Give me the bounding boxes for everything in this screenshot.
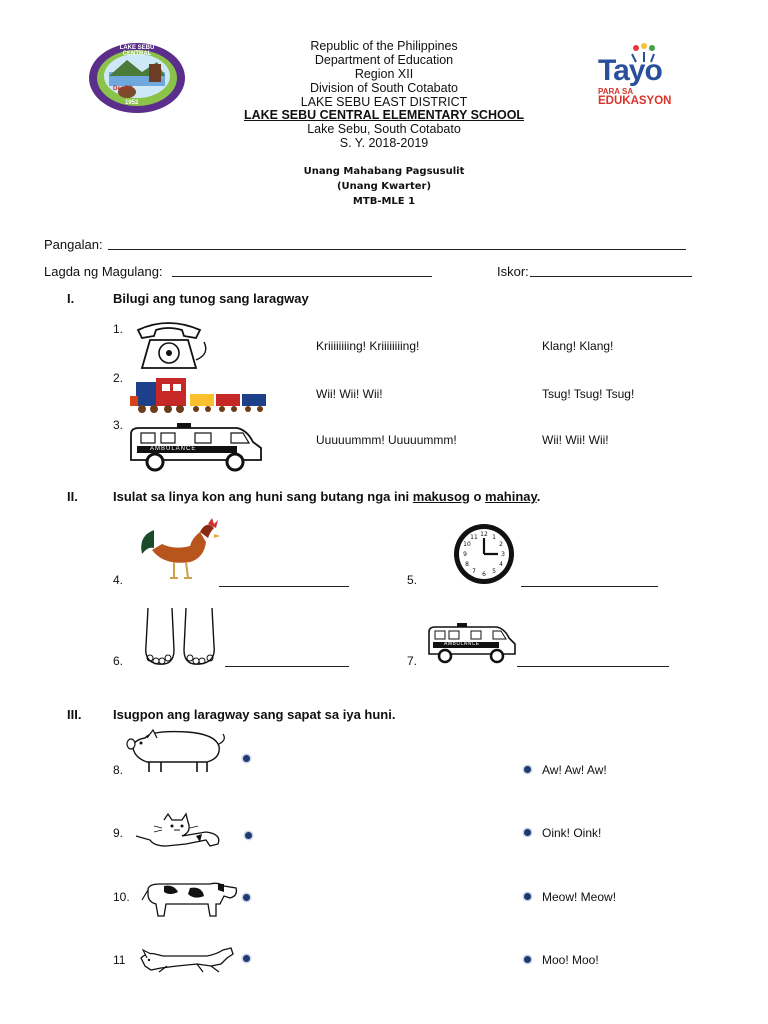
header-location: Lake Sebu, South Cotabato: [307, 122, 461, 136]
parent-signature-line[interactable]: [172, 276, 432, 277]
svg-text:3: 3: [501, 551, 505, 558]
svg-text:6: 6: [482, 571, 486, 578]
item3-number: 3.: [113, 418, 124, 432]
cat-picture: [126, 812, 226, 852]
feet-picture: [140, 606, 220, 668]
item10-right-dot[interactable]: [524, 893, 531, 900]
svg-text:11: 11: [470, 534, 478, 541]
clock-picture: [452, 522, 516, 586]
section2-title: [113, 489, 540, 504]
rooster-picture: [134, 520, 220, 582]
item8-left-dot[interactable]: [243, 755, 250, 762]
section2-numeral: II.: [67, 489, 78, 504]
svg-text:12: 12: [480, 531, 488, 538]
header-school-year: S. Y. 2018-2019: [339, 136, 429, 150]
item1-number: 1.: [113, 322, 124, 336]
header-district: LAKE SEBU EAST DISTRICT: [300, 95, 468, 109]
item10-left-dot[interactable]: [243, 894, 250, 901]
item11-right-dot[interactable]: [524, 956, 531, 963]
item1-right-option[interactable]: Klang! Klang!: [542, 339, 614, 353]
pig-picture: [127, 728, 227, 774]
svg-text:9: 9: [463, 551, 467, 558]
item3-left-option[interactable]: Uuuuummm! Uuuuummm!: [316, 433, 457, 447]
item3-right-option[interactable]: Wii! Wii! Wii!: [542, 433, 609, 447]
seal-top-text: LAKE SEBU CENTRAL: [119, 45, 155, 57]
section2-title-part-a: Isulat sa linya kon ang huni sang butang nga ini: [113, 489, 413, 504]
item2-number: 2.: [113, 371, 124, 385]
svg-text:4: 4: [499, 561, 503, 568]
section1-title: Bilugi ang tunog sang laragway: [113, 291, 309, 306]
section2-title-part-c: .: [536, 489, 541, 504]
item10-sound-option: Meow! Meow!: [542, 890, 617, 904]
item7-answer-line[interactable]: [517, 666, 669, 667]
svg-text:2: 2: [499, 541, 503, 548]
dog-picture: [137, 944, 237, 974]
item2-right-option[interactable]: Tsug! Tsug! Tsug!: [542, 387, 635, 401]
item6-number: 6.: [113, 654, 124, 668]
tayo-sub2: EDUKASYON: [598, 95, 672, 107]
item8-sound-option: Aw! Aw! Aw!: [542, 763, 607, 777]
item7-ambulance-label: AMBULANCE: [444, 641, 480, 647]
name-label: Pangalan:: [44, 237, 103, 252]
item9-right-dot[interactable]: [524, 829, 531, 836]
section3-numeral: III.: [67, 707, 82, 722]
svg-text:5: 5: [492, 568, 496, 575]
item1-left-option[interactable]: Kriiiiiiiing! Kriiiiiiiing!: [316, 339, 420, 353]
item9-sound-option: Oink! Oink!: [542, 826, 602, 840]
cow-picture: [140, 880, 240, 920]
item11-sound-option: Moo! Moo!: [542, 953, 599, 967]
name-line[interactable]: [108, 249, 686, 250]
seal-year-text: 1952: [125, 100, 139, 106]
section1-numeral: I.: [67, 291, 75, 306]
item6-answer-line[interactable]: [225, 666, 349, 667]
exam-quarter: (Unang Kwarter): [336, 181, 432, 192]
section2-word-makusog: makusog: [412, 489, 470, 504]
svg-text:1: 1: [492, 534, 496, 541]
tayo-word: Tayo: [598, 54, 662, 87]
header-school-name: LAKE SEBU CENTRAL ELEMENTARY SCHOOL: [243, 108, 525, 122]
exam-subject: MTB-MLE 1: [352, 196, 416, 207]
header-deped: Department of Education: [314, 53, 454, 67]
svg-text:7: 7: [472, 568, 476, 575]
score-line[interactable]: [530, 276, 692, 277]
telephone-picture: [130, 320, 210, 372]
section2-title-part-b: o: [469, 489, 486, 504]
item3-ambulance-label: AMBULANCE: [150, 446, 197, 452]
header-republic: Republic of the Philippines: [310, 39, 458, 53]
item8-right-dot[interactable]: [524, 766, 531, 773]
item5-number: 5.: [407, 573, 418, 587]
tayo-sub1: PARA SA: [598, 87, 634, 96]
exam-title: Unang Mahabang Pagsusulit: [303, 166, 465, 177]
svg-text:10: 10: [463, 541, 471, 548]
train-picture: [126, 376, 276, 416]
item11-number: 11: [113, 953, 126, 967]
score-label: Iskor:: [497, 264, 529, 279]
item7-number: 7.: [407, 654, 418, 668]
item9-number: 9.: [113, 826, 124, 840]
item5-answer-line[interactable]: [521, 586, 658, 587]
header-region: Region XII: [354, 67, 414, 81]
section2-word-mahinay: mahinay: [485, 489, 537, 504]
item4-answer-line[interactable]: [219, 586, 349, 587]
item10-number: 10.: [113, 890, 130, 904]
parent-signature-label: Lagda ng Magulang:: [44, 264, 163, 279]
seal-deped-text: DepED: [113, 86, 133, 92]
item11-left-dot[interactable]: [243, 955, 250, 962]
section3-title: Isugpon ang laragway sang sapat sa iya huni.: [113, 707, 396, 722]
item8-number: 8.: [113, 763, 124, 777]
item4-number: 4.: [113, 573, 124, 587]
header-division: Division of South Cotabato: [309, 81, 458, 95]
svg-text:8: 8: [465, 561, 469, 568]
item2-left-option[interactable]: Wii! Wii! Wii!: [316, 387, 383, 401]
item9-left-dot[interactable]: [245, 832, 252, 839]
